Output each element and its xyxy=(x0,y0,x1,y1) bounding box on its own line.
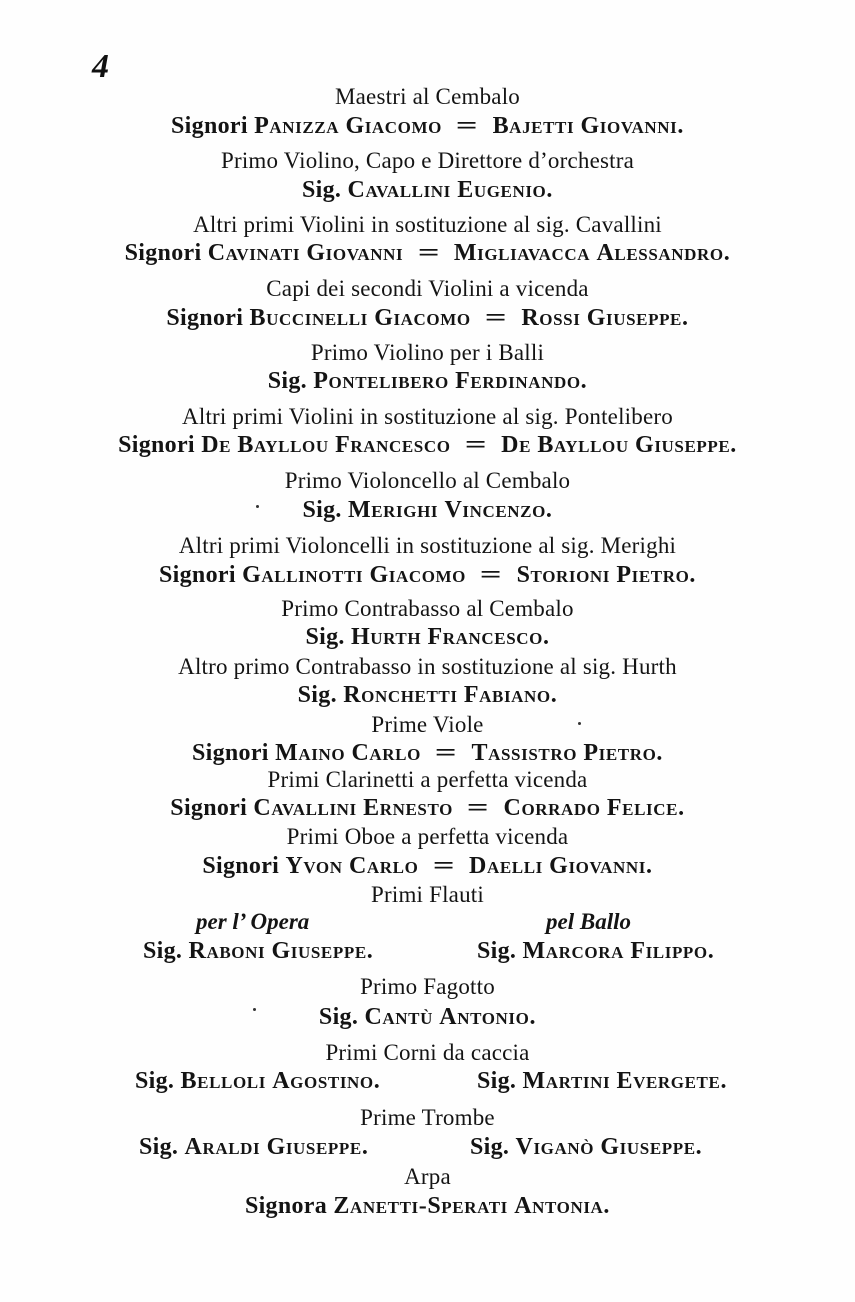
names-line: Sig. Cavallini Eugenio. xyxy=(302,177,553,203)
role-line: Altri primi Violini in sostituzione al sig. Pontelibero xyxy=(182,404,673,429)
subheading-ballo: pel Ballo xyxy=(546,909,631,934)
equals-separator: = xyxy=(484,305,508,331)
role-line: Primo Violoncello al Cembalo xyxy=(284,468,571,493)
equals-separator: = xyxy=(467,795,490,821)
names-corno-right: Sig. Martini Evergete. xyxy=(477,1068,728,1094)
equals-separator: = xyxy=(432,853,455,879)
subheading-opera: per l’ Opera xyxy=(196,909,310,934)
names-line: Signori Cavallini Ernesto = Corrado Felice. xyxy=(170,795,685,821)
names-line: Signori Panizza Giacomo = Bajetti Giovanni. xyxy=(171,113,684,139)
role-line: Capi dei secondi Violini a vicenda xyxy=(266,276,589,301)
names-flauto-opera: Sig. Raboni Giuseppe. xyxy=(143,938,374,964)
print-speck xyxy=(253,1008,256,1011)
role-line: Primo Contrabasso al Cembalo xyxy=(281,596,574,621)
role-line: Prime Viole xyxy=(371,712,484,737)
names-line: Sig. Pontelibero Ferdinando. xyxy=(267,368,588,394)
role-line: Primo Violino per i Balli xyxy=(310,340,545,365)
names-line: Sig. Hurth Francesco. xyxy=(305,624,550,650)
names-line: Signori Buccinelli Giacomo = Rossi Giuseppe. xyxy=(166,305,689,331)
equals-separator: = xyxy=(417,240,440,266)
names-line: Signori Yvon Carlo = Daelli Giovanni. xyxy=(202,853,653,879)
role-line: Altro primo Contrabasso in sostituzione al sig. Hurth xyxy=(178,654,677,679)
names-tromba-left: Sig. Araldi Giuseppe. xyxy=(139,1134,369,1160)
names-line: Signori Gallinotti Giacomo = Storioni Pietro. xyxy=(159,562,696,588)
names-line-fagotto: Sig. Cantù Antonio. xyxy=(318,1004,537,1030)
role-line: Primi Clarinetti a perfetta vicenda xyxy=(267,767,588,792)
names-line: Sig. Merighi Vincenzo. xyxy=(302,497,553,523)
names-line: Sig. Ronchetti Fabiano. xyxy=(297,682,558,708)
names-line: Signori De Bayllou Francesco = De Bayllou Giuseppe. xyxy=(118,432,737,458)
equals-separator: = xyxy=(435,740,458,766)
role-line: Altri primi Violoncelli in sostituzione al sig. Merighi xyxy=(178,533,677,558)
equals-separator: = xyxy=(464,432,488,458)
names-corno-left: Sig. Belloli Agostino. xyxy=(135,1068,381,1094)
role-line-trombe: Prime Trombe xyxy=(360,1105,495,1130)
names-flauto-ballo: Sig. Marcora Filippo. xyxy=(477,938,715,964)
print-speck xyxy=(578,722,581,725)
equals-separator: = xyxy=(456,113,479,139)
role-line-fagotto: Primo Fagotto xyxy=(360,974,495,999)
role-line: Primi Oboe a perfetta vicenda xyxy=(286,824,569,849)
equals-separator: = xyxy=(480,562,503,588)
names-line-arpa: Signora Zanetti-Sperati Antonia. xyxy=(244,1193,611,1219)
role-line-flauti: Primi Flauti xyxy=(371,882,484,907)
names-line: Signori Maino Carlo = Tassistro Pietro. xyxy=(191,740,663,766)
role-line: Altri primi Violini in sostituzione al sig. Cavallini xyxy=(193,212,662,237)
role-line-corni: Primi Corni da caccia xyxy=(325,1040,530,1065)
names-tromba-right: Sig. Viganò Giuseppe. xyxy=(470,1134,703,1160)
print-speck xyxy=(256,505,259,508)
role-line-arpa: Arpa xyxy=(404,1164,451,1189)
page-number: 4 xyxy=(92,48,109,85)
names-line: Signori Cavinati Giovanni = Migliavacca Alessandro. xyxy=(124,240,731,266)
role-line: Primo Violino, Capo e Direttore d’orchestra xyxy=(220,148,635,173)
role-line: Maestri al Cembalo xyxy=(335,84,520,109)
